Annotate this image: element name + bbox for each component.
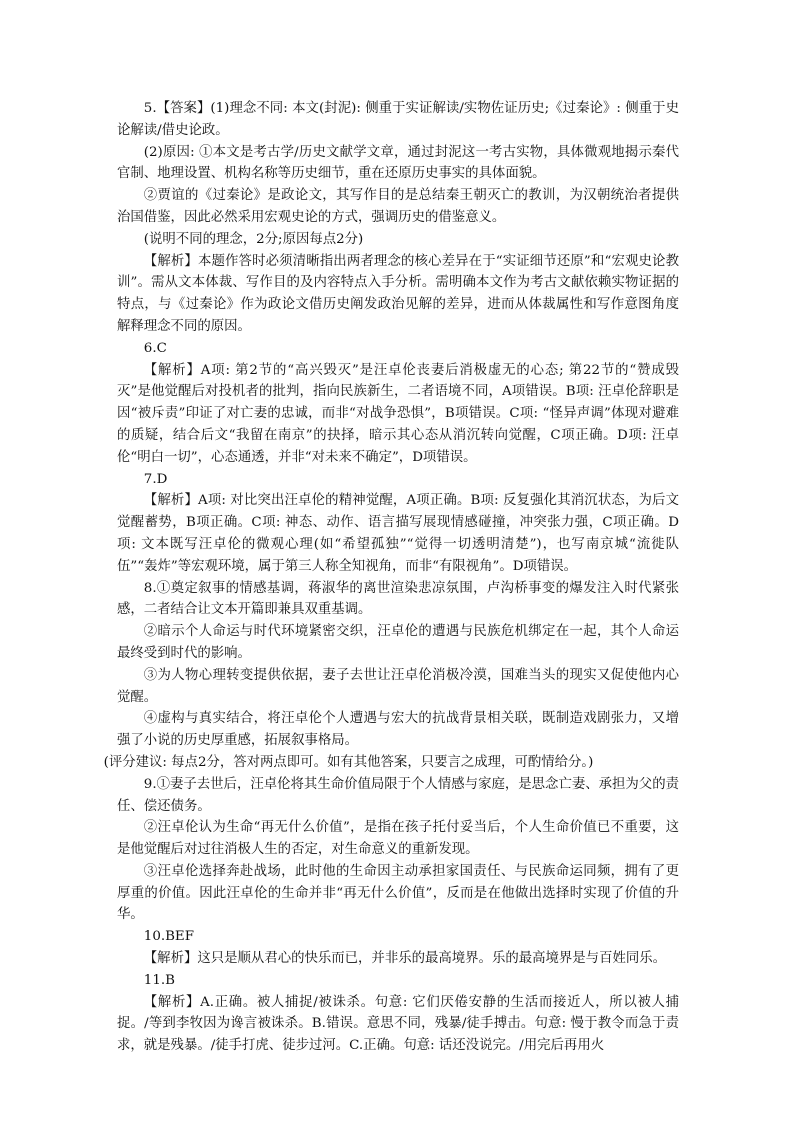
answer-5-analysis: 【解析】本题作答时必须清晰指出两者理念的核心差异在于“实证细节还原”和“宏观史论教训”。需从文本体裁、写作目的及内容特点入手分析。需明确本文作为考古文献依赖实物证据的特点，与《过秦论》作为政论文借历史阐发政治见解的差异，进而从体裁属性和写作意图角度解释理念不同的原因。 (117, 253, 679, 334)
answer-11: 11.B (143, 972, 175, 988)
answer-5-part2-reason2: ②贾谊的《过秦论》是政论文，其写作目的是总结秦王朝灭亡的教训，为汉朝统治者提供治国借鉴，因此必然采用宏观史论的方式，强调历史的借鉴意义。 (117, 188, 679, 225)
answer-8-scoring: (评分建议: 每点2分，答对两点即可。如有其他答案，只要言之成理，可酌情给分。) (103, 754, 594, 770)
answer-5-part1: 5.【答案】(1)理念不同: 本文(封泥): 侧重于实证解读/实物佐证历史;《过秦论》: 侧重于史论解读/借史论政。 (117, 101, 679, 138)
answer-10-analysis: 【解析】这只是顺从君心的快乐而已，并非乐的最高境界。乐的最高境界是与百姓同乐。 (143, 951, 667, 967)
answer-7: 7.D (143, 471, 168, 487)
answer-11-analysis: 【解析】A.正确。被人捕捉/被诛杀。句意: 它们厌倦安静的生活而接近人，所以被人捕捉。/等到李牧因为谗言被诛杀。B.错误。意思不同，残暴/徒手搏击。句意: 慢于教令而急于责求，就是残暴。/徒手打虎、徒步过河。C.正确。句意: 话还没说完。/用完后再用火 (117, 994, 679, 1054)
answer-6: 6.C (143, 340, 167, 356)
answer-9-point2: ②汪卓伦认为生命“再无什么价值”，是指在孩子托付妥当后，个人生命价值已不重要，这是他觉醒后对过往消极人生的否定，对生命意义的重新发现。 (117, 820, 679, 858)
answer-10: 10.BEF (143, 929, 194, 945)
document-page (103, 98, 679, 1057)
answer-5-scoring: (说明不同的理念，2分;原因每点2分) (143, 231, 364, 247)
answer-7-analysis: 【解析】A项: 对比突出汪卓伦的精神觉醒，A项正确。B项: 反复强化其消沉状态，为后文觉醒蓄势，B项正确。C项: 神态、动作、语言描写展现情感碰撞，冲突张力强，C项正确。D项: 文本既写汪卓伦的微观心理(如“希望孤独”“觉得一切透明清楚”)，也写南京城“流徙队伍”“轰炸”等宏观环境，属于第三人称全知视角，而非“有限视角”。D项错误。 (117, 493, 679, 574)
answer-5-part2-reason1: (2)原因: ①本文是考古学/历史文献学文章，通过封泥这一考古实物，具体微观地揭示秦代官制、地理设置、机构名称等历史细节，重在还原历史事实的具体面貌。 (117, 144, 679, 182)
answer-8-point2: ②暗示个人命运与时代环境紧密交织，汪卓伦的遭遇与民族危机绑定在一起，其个人命运最终受到时代的影响。 (117, 624, 679, 661)
answer-8-point3: ③为人物心理转变提供依据，妻子去世让汪卓伦消极冷漠，国难当头的现实又促使他内心觉醒。 (117, 667, 679, 705)
answer-8-point1: 8.①奠定叙事的情感基调，蒋淑华的离世渲染悲凉氛围，卢沟桥事变的爆发注入时代紧张感，二者结合让文本开篇即兼具双重基调。 (117, 580, 679, 618)
answer-8-point4: ④虚构与真实结合，将汪卓伦个人遭遇与宏大的抗战背景相关联，既制造戏剧张力，又增强了小说的历史厚重感，拓展叙事格局。 (117, 711, 679, 749)
answer-6-analysis: 【解析】A项: 第2节的“高兴毁灭”是汪卓伦丧妻后消极虚无的心态; 第22节的“赞成毁灭”是他觉醒后对投机者的批判，指向民族新生，二者语境不同，A项错误。B项: 汪卓伦辞职是因“被斥责”印证了对亡妻的忠诚，而非“对战争恐惧”，B项错误。C项: “怪异声调”体现对避难的质疑，结合后文“我留在南京”的抉择，暗示其心态从消沉转向觉醒，C项正确。D项: 汪卓伦“明白一切”，心态通透，并非“对未来不确定”，D项错误。 (117, 362, 679, 465)
answer-9-point1: 9.①妻子去世后，汪卓伦将其生命价值局限于个人情感与家庭，是思念亡妻、承担为父的责任、偿还债务。 (117, 776, 679, 814)
answer-9-point3: ③汪卓伦选择奔赴战场，此时他的生命因主动承担家国责任、与民族命运同频，拥有了更厚重的价值。因此汪卓伦的生命并非“再无什么价值”，反而是在他做出选择时实现了价值的升华。 (117, 863, 679, 923)
